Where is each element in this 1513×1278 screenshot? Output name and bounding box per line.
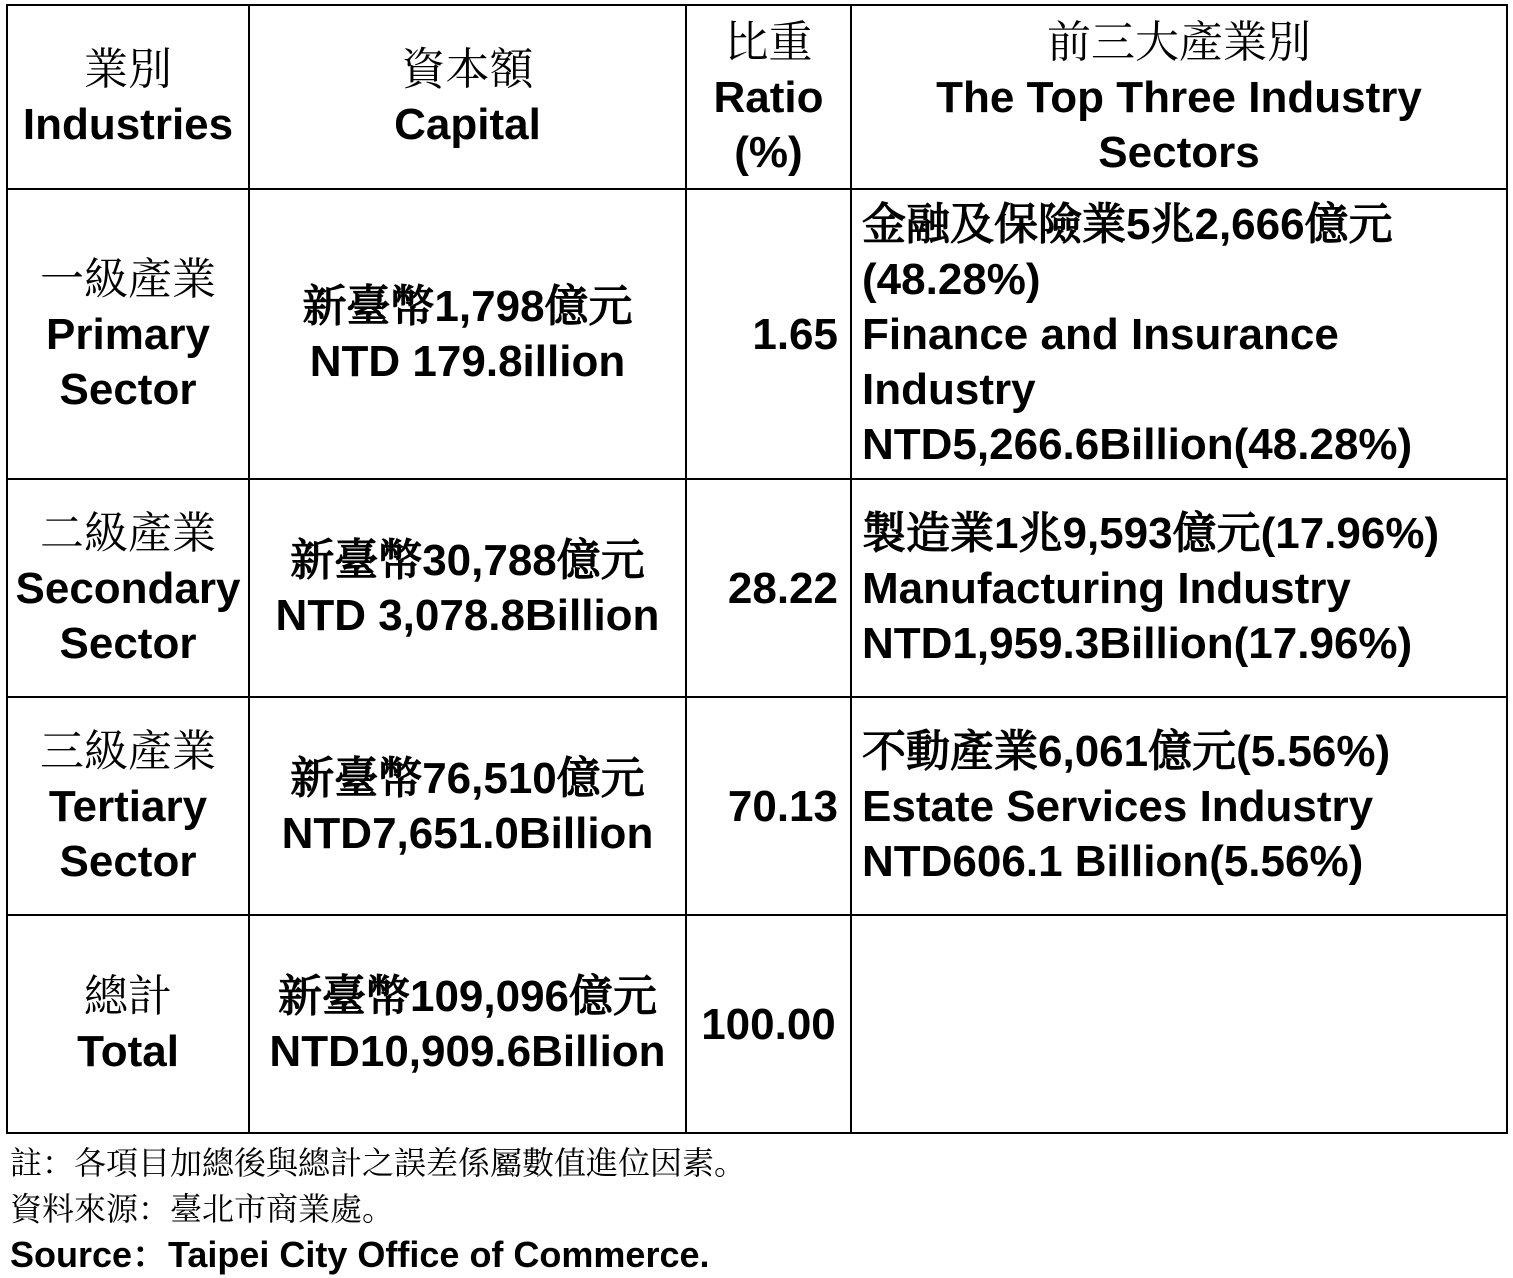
header-top-three-zh: 前三大產業別 xyxy=(1047,16,1311,68)
cell-capital xyxy=(249,697,686,915)
top-sector-line: Industry xyxy=(862,364,1036,414)
cell-ratio: 100.00 xyxy=(686,915,851,1133)
industry-zh: 總計 xyxy=(84,971,172,1022)
industry-zh: 二級產業 xyxy=(40,507,216,559)
industry-en-line2: Sector xyxy=(59,836,197,886)
industry-en-line1: Total xyxy=(77,1027,179,1076)
capital-en: NTD 3,078.8Billion xyxy=(275,591,660,640)
capital-zh: 新臺幣30,788億元 xyxy=(290,536,645,585)
cell-top-sector xyxy=(851,697,1507,915)
header-industries-zh: 業別 xyxy=(84,44,172,95)
header-capital xyxy=(249,5,686,189)
top-sector-line: 金融及保險業5兆2,666億元 xyxy=(862,199,1393,249)
industry-en-line2: Sector xyxy=(59,618,197,668)
cell-top-sector xyxy=(851,479,1507,697)
table-row-tertiary xyxy=(7,697,1507,915)
industry-zh: 一級產業 xyxy=(40,253,216,305)
capital-zh: 新臺幣1,798億元 xyxy=(302,282,633,331)
cell-ratio: 70.13 xyxy=(686,697,851,915)
industry-en-line2: Sector xyxy=(59,364,197,414)
header-top-three-en-line2: Sectors xyxy=(1098,127,1260,177)
top-sector-line: 製造業1兆9,593億元(17.96%) xyxy=(862,508,1440,558)
header-capital-zh: 資本額 xyxy=(401,44,534,95)
top-sector-line: NTD1,959.3Billion(17.96%) xyxy=(862,618,1413,668)
cell-capital xyxy=(249,915,686,1133)
note-rounding: 註：各項目加總後與總計之誤差係屬數值進位因素。 xyxy=(10,1144,747,1182)
cell-capital xyxy=(249,479,686,697)
capital-zh: 新臺幣76,510億元 xyxy=(290,754,645,803)
cell-ratio: 1.65 xyxy=(686,189,851,479)
top-sector-line: NTD5,266.6Billion(48.28%) xyxy=(862,419,1413,469)
top-sector-line: Estate Services Industry xyxy=(862,781,1374,831)
header-industries xyxy=(7,5,249,189)
header-top-three xyxy=(851,5,1507,189)
cell-industry xyxy=(7,189,249,479)
capital-en: NTD 179.8illion xyxy=(309,337,626,386)
industry-capital-table xyxy=(6,4,1508,1134)
top-sector-line: (48.28%) xyxy=(862,254,1041,304)
cell-capital xyxy=(249,189,686,479)
header-ratio xyxy=(686,5,851,189)
top-sector-line: Finance and Insurance xyxy=(862,309,1339,359)
cell-top-sector xyxy=(851,189,1507,479)
source-zh: 資料來源：臺北市商業處。 xyxy=(10,1190,395,1228)
industry-zh: 三級產業 xyxy=(40,725,216,777)
table-row-secondary xyxy=(7,479,1507,697)
header-top-three-en-line1: The Top Three Industry xyxy=(936,72,1422,122)
top-sector-line: 不動產業6,061億元(5.56%) xyxy=(862,726,1391,776)
source-en: Source：Taipei City Office of Commerce. xyxy=(10,1234,710,1275)
capital-en: NTD10,909.6Billion xyxy=(269,1027,666,1076)
cell-industry xyxy=(7,479,249,697)
industry-en-line1: Secondary xyxy=(15,563,241,613)
cell-industry xyxy=(7,915,249,1133)
header-ratio-zh: 比重 xyxy=(724,16,813,68)
table-row-primary xyxy=(7,189,1507,479)
industry-en-line1: Primary xyxy=(46,309,210,359)
top-sector-line: NTD606.1 Billion(5.56%) xyxy=(862,836,1364,886)
header-industries-en: Industries xyxy=(22,100,234,149)
cell-top-sector-empty xyxy=(851,915,1507,1133)
header-ratio-en: Ratio xyxy=(713,72,824,122)
header-row xyxy=(7,5,1507,189)
header-ratio-unit: (%) xyxy=(734,127,803,177)
capital-zh: 新臺幣109,096億元 xyxy=(277,972,658,1021)
footnotes xyxy=(10,1140,1500,1278)
cell-ratio: 28.22 xyxy=(686,479,851,697)
capital-en: NTD7,651.0Billion xyxy=(281,809,654,858)
table-row-total xyxy=(7,915,1507,1133)
top-sector-line: Manufacturing Industry xyxy=(862,563,1351,613)
industry-en-line1: Tertiary xyxy=(48,781,208,831)
cell-industry xyxy=(7,697,249,915)
header-capital-en: Capital xyxy=(394,100,541,149)
